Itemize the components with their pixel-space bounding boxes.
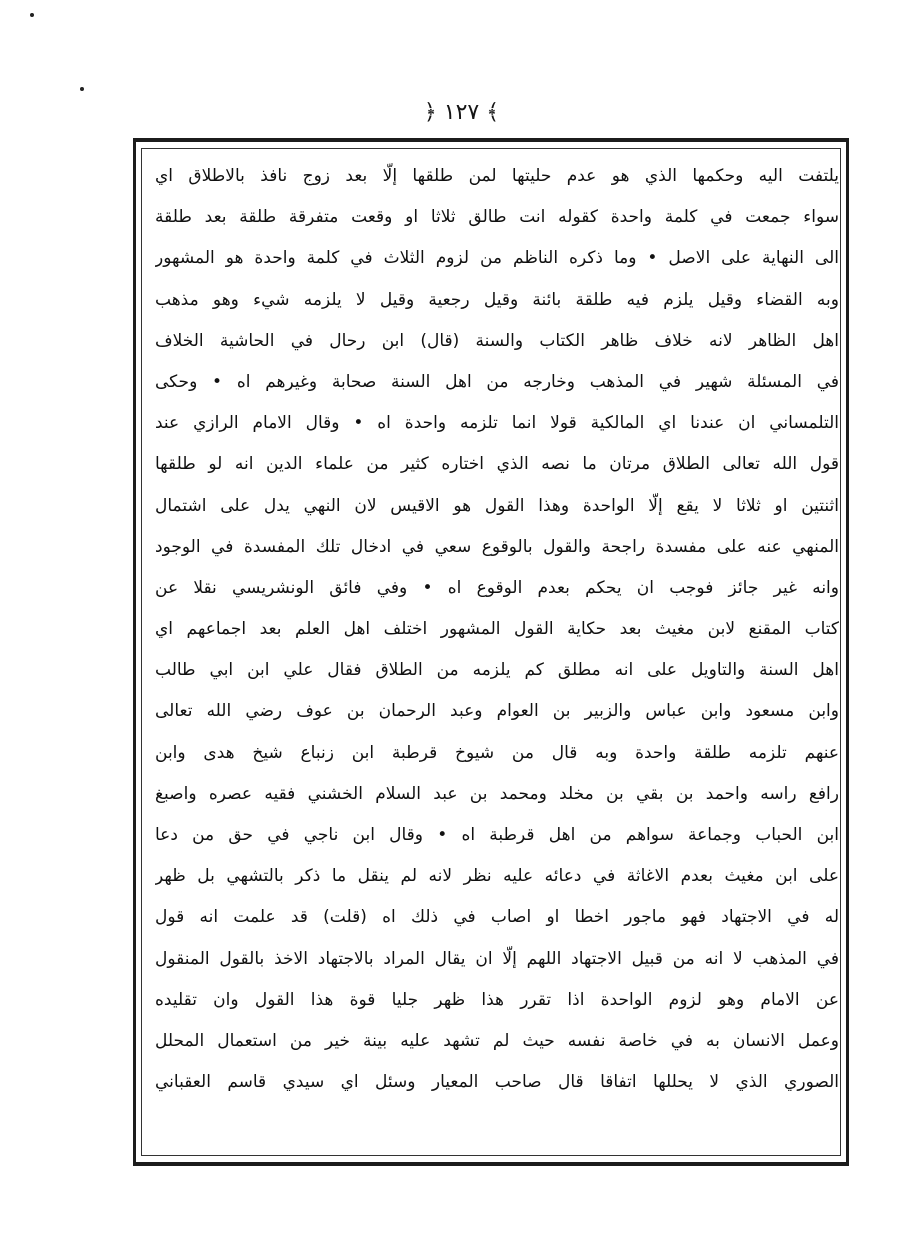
text-line: وعمل الانسان به في خاصة نفسه حيث لم تشهد عليه بينة خير من استعمال المحلل: [155, 1030, 839, 1051]
text-line: الصوري الذي لا يحللها اتفاقا قال صاحب المعيار وسئل اي سيدي قاسم العقباني: [155, 1072, 839, 1093]
text-line: المنهي عنه على مفسدة راجحة والقول بالوقوع سعي في ادخال تلك المفسدة في الوجود: [155, 536, 839, 557]
text-line: اهل الظاهر لانه خلاف ظاهر الكتاب والسنة (قال) ابن رحال في الحاشية الخلاف: [155, 330, 839, 351]
page-number: ﴾ ١٢٧ ﴿: [423, 100, 500, 125]
text-line: رافع راسه واحمد بن بقي بن مخلد ومحمد بن عبد السلام الخشني فقيه عصره واصبغ: [155, 783, 839, 804]
text-line: التلمساني ان عندنا اي المالكية قولا انما تلزمه واحدة اه • وقال الامام الرازي عند: [155, 413, 839, 434]
text-line: اثنتين او ثلاثا لا يقع إلّا الواحدة وهذا القول هو الاقيس لان النهي يدل على اشتمال: [155, 495, 839, 516]
text-line: اهل السنة والتاويل على انه مطلق كم يلزمه من الطلاق فقال علي ابن ابي طالب: [155, 660, 839, 681]
text-line: في المذهب لا انه من قبيل الاجتهاد اللهم إلّا ان يقال المراد بالاجتهاد الاخذ بالقول المنقول: [155, 948, 839, 969]
text-line: ابن الحباب وجماعة سواهم من اهل قرطبة اه • وقال ابن ناجي في حق من دعا: [155, 825, 839, 845]
text-line: في المسئلة شهير في المذهب وخارجه من اهل السنة صحابة وغيرهم اه • وحكى: [155, 371, 839, 392]
text-line: عن الامام وهو لزوم الواحدة اذا تقرر هذا ظهر جليا قوة هذا القول وان تقليده: [155, 989, 839, 1010]
body-text: [155, 156, 839, 1103]
text-line: له في الاجتهاد فهو ماجور اخطا او اصاب في ذلك اه (قلت) قد علمت انه قول: [155, 907, 839, 928]
text-line: يلتفت اليه وحكمها الذي هو عدم حليتها لمن طلقها إلّا بعد زوج نافذ بالاطلاق اي: [155, 166, 839, 186]
text-line: على ابن مغيث بعدم الاغاثة في دعائه عليه نظر لانه لم ينقل ما ذكر بالتشهي بل ظهر: [155, 866, 839, 887]
ink-speck: [30, 13, 34, 17]
text-line: قول الله تعالى الطلاق مرتان ما نصه الذي اختاره كثير من علماء الدين انه لو طلقها: [155, 454, 839, 475]
text-line: سواء جمعت في كلمة واحدة كقوله انت طالق ثلاثا او وقعت متفرقة طلقة بعد طلقة: [155, 207, 839, 228]
text-line: كتاب المقنع لابن مغيث بعد حكاية القول المشهور اختلف اهل العلم بعد اجماعهم اي: [155, 619, 839, 640]
text-line: وابن مسعود وابن عباس والزبير بن العوام وعبد الرحمان بن عوف رضي الله تعالى: [155, 701, 839, 722]
text-line: عنهم تلزمه طلقة واحدة وبه قال من شيوخ قرطبة ابن زنباع شيخ هدى وابن: [155, 742, 839, 763]
ink-speck: [80, 87, 84, 91]
text-line: الى النهاية على الاصل • وما ذكره الناظم من لزوم الثلاث في كلمة واحدة هو المشهور: [155, 248, 839, 269]
text-line: وبه القضاء وقيل يلزم فيه طلقة بائنة وقيل رجعية وقيل لا يلزمه شيء وهو مذهب: [155, 289, 839, 310]
text-line: وانه غير جائز فوجب ان يحكم بعدم الوقوع اه • وفي فائق الونشريسي نقلا عن: [155, 577, 839, 598]
